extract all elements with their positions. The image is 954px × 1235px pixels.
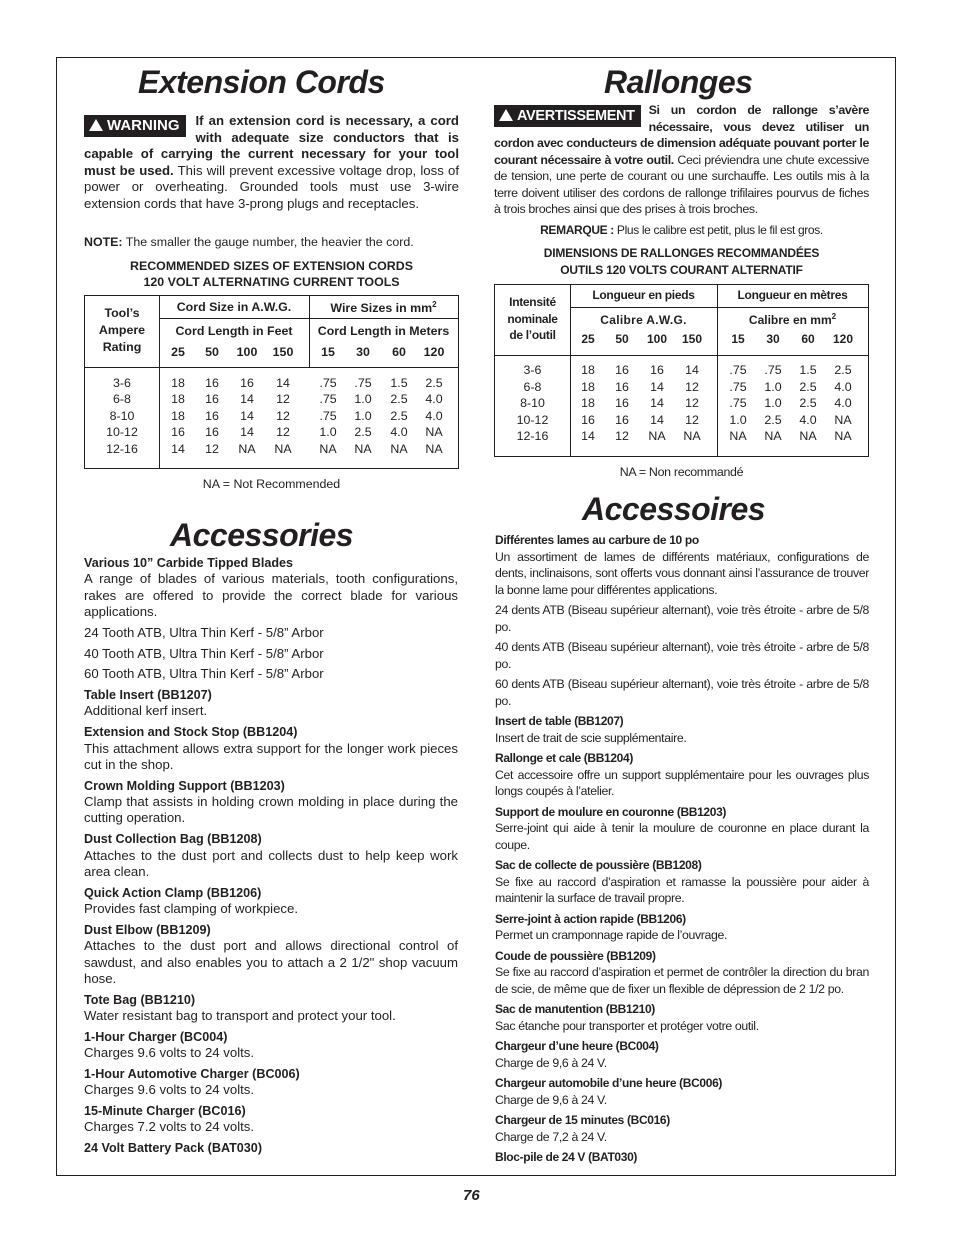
fr-mm-cell: .75 [764,363,782,377]
fr-note [494,222,869,239]
en-awg-cell: 16 [205,376,219,390]
fr-mm-cell: 2.5 [764,412,782,427]
fr-mm-cell: .75 [729,379,747,394]
en-mm-cell: NA [425,441,443,456]
en-col-ampere: Tool’s Ampere Rating [98,306,146,354]
fr-item-heading: Chargeur d’une heure (BC004) [495,1039,659,1054]
en-mm-cell: .75 [354,376,372,390]
fr-len-feet-150: 150 [681,332,703,346]
fr-awg-cell: 16 [650,363,664,377]
fr-mm-cell: 4.0 [834,379,852,394]
fr-mm-cell: .75 [729,363,747,377]
fr-sub-awg: Calibre A.W.G. [600,313,687,327]
fr-mm-cell: 2.5 [834,363,852,377]
en-mm-cell: NA [319,441,337,456]
fr-blade-line: 40 dents ATB (Biseau supérieur alternant), voie très étroite - arbre de 5/8 po. [495,640,869,671]
fr-item-heading: Insert de table (BB1207) [495,714,624,729]
fr-item-text: Insert de trait de scie supplémentaire. [495,730,687,745]
en-blades-heading: Various 10” Carbide Tipped Blades [84,556,294,570]
avertissement-label: AVERTISSEMENT [517,108,635,124]
fr-item-heading: Sac de manutention (BB1210) [495,1002,655,1017]
warning-triangle-icon [499,109,513,121]
fr-blades-text: Un assortiment de lames de différents matériaux, configurations de dents, inclinaisons, sont offerts vous donnant ainsi l’assurance de trouver la bonne lame pour différentes applications. [495,549,869,597]
fr-awg-cell: 16 [581,412,595,427]
fr-item-heading: Bloc-pile de 24 V (BAT030) [495,1150,638,1165]
en-mm-cell: 4.0 [390,425,408,440]
fr-item-text: Permet un cramponnage rapide de l’ouvrage. [495,928,728,943]
fr-awg-cell: 14 [650,412,664,427]
en-blade-line: 24 Tooth ATB, Ultra Thin Kerf - 5/8” Arbor [84,624,324,640]
en-col-mm: Wire Sizes in $mm^2$ [330,300,437,316]
en-note-text: The smaller the gauge number, the heavier the cord. [125,235,414,249]
en-awg-cell: 14 [240,425,254,440]
warning-triangle-icon [89,119,103,131]
fr-amps-cell: 8-10 [520,396,545,411]
fr-mm-cell: 2.5 [799,379,817,394]
fr-warning-paragraph [494,102,869,218]
fr-awg-cell: 18 [581,396,595,411]
en-sub-feet: Cord Length in Feet [175,324,293,338]
en-na-note: NA = Not Recommended [202,477,341,491]
en-mm-cell: .75 [319,376,337,390]
en-amps-cell: 12-16 [106,441,138,456]
en-size-table [84,295,459,469]
fr-item-text: Serre-joint qui aide à tenir la moulure de couronne en place durant la coupe. [495,821,869,852]
fr-sub-mm: Calibre en $mm^2$ [748,312,837,327]
fr-mm-cell: NA [799,429,817,444]
fr-len-m-60: 60 [801,332,815,346]
fr-mm-cell: .75 [729,396,747,411]
en-item-heading: 1-Hour Automotive Charger (BC006) [84,1066,300,1081]
en-item-text: Additional kerf insert. [84,703,208,719]
en-awg-cell: 18 [171,376,185,390]
en-item-text: Clamp that assists in holding crown molding in place during the cutting operation. [84,794,458,826]
en-mm-cell: 2.5 [390,408,408,423]
fr-item-text: Charge de 9,6 à 24 V. [495,1092,607,1107]
fr-size-table [494,284,869,457]
en-len-m-60: 60 [392,345,406,359]
en-warning-bold: If an extension cord is necessary, a cord with adequate size conductors that is capable of carrying the current necessary for your tool must be used. [84,113,459,178]
en-mm-cell: 2.5 [425,376,443,390]
fr-item-text: Se fixe au raccord d’aspiration et permet de contrôler la direction du bran de scie, de même que de fixer un flexible de dépression de 2 1/2 po. [495,965,869,997]
en-blade-line: 40 Tooth ATB, Ultra Thin Kerf - 5/8” Arbor [84,645,324,661]
fr-awg-cell: 14 [650,379,664,394]
fr-item-text: Charge de 9,6 à 24 V. [495,1055,607,1070]
fr-awg-cell: 12 [615,429,629,444]
fr-awg-cell: NA [683,429,701,444]
fr-note-text: Plus le calibre est petit, plus le fil est gros. [616,223,823,237]
en-mm-cell: NA [425,425,443,440]
en-awg-cell: 16 [171,425,185,440]
en-mm-cell: 1.5 [390,376,408,390]
en-awg-cell: 12 [205,441,219,456]
fr-item-heading: Coude de poussière (BB1209) [495,948,656,963]
accessoires-title: Accessoires [582,491,766,527]
fr-item-text: Charge de 7,2 à 24 V. [495,1129,607,1144]
en-mm-cell: 2.5 [390,392,408,407]
en-note [84,234,459,251]
fr-len-feet-100: 100 [646,332,668,346]
en-item-heading: Crown Molding Support (BB1203) [84,778,285,793]
fr-item-text: Cet accessoire offre un support supplémentaire pour les ouvrages plus longs coupés à l’atelier. [495,767,869,799]
en-item-heading: Table Insert (BB1207) [84,688,212,703]
en-awg-cell: 16 [205,392,219,407]
en-amps-cell: 3-6 [113,376,131,390]
en-len-feet-25: 25 [171,345,185,359]
en-len-m-120: 120 [423,345,445,359]
en-len-m-30: 30 [356,345,370,359]
en-item-heading: Tote Bag (BB1210) [84,992,196,1007]
fr-table-title-line1: DIMENSIONS DE RALLONGES RECOMMANDÉES [543,246,820,260]
en-item-text: Provides fast clamping of workpiece. [84,901,299,917]
en-table-title-line2: 120 VOLT ALTERNATING CURRENT TOOLS [143,275,400,289]
en-table-title-line1: RECOMMENDED SIZES OF EXTENSION CORDS [130,259,413,273]
en-col-awg: Cord Size in A.W.G. [176,300,292,314]
en-item-heading: Extension and Stock Stop (BB1204) [84,725,298,740]
fr-amps-cell: 12-16 [516,429,549,444]
en-item-heading: 1-Hour Charger (BC004) [84,1029,228,1044]
fr-awg-cell: 18 [581,363,595,377]
en-item-text: Attaches to the dust port and allows directional control of sawdust, and also enables you to attach a 2 1/2" shop vacuum hose. [84,938,458,987]
fr-len-m-120: 120 [832,332,854,346]
en-awg-cell: 12 [276,392,290,407]
en-mm-cell: 1.0 [319,425,337,440]
fr-awg-cell: 12 [685,396,699,411]
en-mm-cell: NA [390,441,408,456]
en-amps-cell: 6-8 [113,392,131,407]
fr-table-title [494,245,869,278]
fr-warning-text: Ceci préviendra une chute excessive de tension, une perte de courant ou une surchauffe. Les outils mis à la terre doivent utiliser des cordons de rallonge trifilaires pourvus de fiches à trois broches ainsi que des prises à trois broches. [494,152,869,216]
fr-item-heading: Chargeur automobile d’une heure (BC006) [495,1076,723,1091]
fr-col-feet: Longueur en pieds [592,288,695,302]
fr-awg-cell: 16 [615,379,629,394]
en-awg-cell: NA [274,441,292,456]
en-mm-cell: NA [354,441,372,456]
en-mm-cell: 4.0 [425,392,443,407]
fr-item-heading: Serre-joint à action rapide (BB1206) [495,911,686,926]
en-awg-cell: 18 [171,408,185,423]
fr-item-heading: Support de moulure en couronne (BB1203) [495,804,727,819]
en-warning-text: This will prevent excessive voltage drop, loss of power or overheating. Grounded tools must use 3-wire extension cords that have 3-prong plugs and receptacles. [84,162,459,211]
fr-mm-cell: 1.0 [764,379,782,394]
fr-item-heading: Rallonge et cale (BB1204) [495,751,633,766]
en-awg-cell: 16 [205,425,219,440]
fr-acc-flow [495,532,869,1166]
en-len-feet-100: 100 [236,345,258,359]
fr-awg-cell: 12 [685,412,699,427]
en-amps-cell: 8-10 [109,408,135,423]
fr-blade-line: 60 dents ATB (Biseau supérieur alternant), voie très étroite - arbre de 5/8 po. [495,677,869,708]
en-awg-cell: NA [238,441,256,456]
avertissement-badge [494,105,641,127]
warning-label: WARNING [107,117,180,134]
extension-cords-title: Extension Cords [138,64,385,100]
en-mm-cell: .75 [319,408,337,423]
fr-table-title-line2: OUTILS 120 VOLTS COURANT ALTERNATIF [560,262,803,277]
en-awg-cell: 18 [171,392,185,407]
fr-awg-cell: 14 [685,363,699,377]
fr-awg-cell: 14 [581,429,595,444]
fr-awg-cell: 16 [615,363,629,377]
en-item-heading: Dust Elbow (BB1209) [84,922,211,937]
fr-blades-heading: Différentes lames au carbure de 10 po [495,533,699,547]
fr-awg-cell: 16 [615,412,629,427]
en-mm-cell: 4.0 [425,408,443,423]
fr-len-m-15: 15 [731,332,745,346]
fr-awg-cell: 14 [650,396,664,411]
fr-note-label: REMARQUE : [540,223,614,237]
fr-mm-cell: 1.5 [799,363,817,377]
fr-awg-cell: 12 [685,379,699,394]
fr-col-meters: Longueur en mètres [737,288,848,302]
fr-awg-cell: 18 [581,379,595,394]
en-warning-paragraph [84,113,459,212]
en-amps-cell: 10-12 [106,425,138,440]
fr-mm-cell: 4.0 [834,396,852,411]
en-awg-cell: 14 [276,376,290,390]
fr-blade-line: 24 dents ATB (Biseau supérieur alternant), voie très étroite - arbre de 5/8 po. [495,603,869,634]
fr-amps-cell: 3-6 [523,363,542,377]
fr-item-text: Se fixe au raccord d’aspiration et ramasse la poussière pour aider à maintenir la surface de travail propre. [495,874,869,906]
fr-accessories-list [495,532,869,1166]
fr-mm-cell: 2.5 [799,396,817,411]
en-awg-cell: 16 [205,408,219,423]
fr-len-feet-50: 50 [615,332,629,346]
en-item-heading: Quick Action Clamp (BB1206) [84,885,262,900]
fr-item-heading: Chargeur de 15 minutes (BC016) [495,1113,670,1128]
fr-warning-bold: Si un cordon de rallonge s’avère nécessaire, vous devez utiliser un cordon avec conducteurs de dimension adéquate pouvant porter le courant nécessaire à votre outil. [494,103,869,167]
en-accessories-list [84,555,458,1157]
page-number: 76 [463,1187,480,1204]
en-note-label: NOTE: [84,235,123,249]
en-item-text: Charges 7.2 volts to 24 volts. [84,1119,255,1135]
en-len-m-15: 15 [321,345,335,359]
en-item-text: Charges 9.6 volts to 24 volts. [84,1045,255,1061]
en-mm-cell: 1.0 [354,408,372,423]
en-item-heading: 24 Volt Battery Pack (BAT030) [84,1141,263,1156]
en-awg-cell: 14 [171,441,185,456]
en-len-feet-150: 150 [272,345,294,359]
en-sub-meters: Cord Length in Meters [317,324,450,338]
en-awg-cell: 14 [240,408,254,423]
en-awg-cell: 14 [240,392,254,407]
fr-mm-cell: 1.0 [764,396,782,411]
accessories-title: Accessories [170,517,354,553]
fr-na-note: NA = Non recommandé [619,465,744,479]
fr-len-m-30: 30 [766,332,780,346]
fr-mm-cell: NA [834,412,852,427]
en-item-heading: 15-Minute Charger (BC016) [84,1104,246,1119]
rallonges-title: Rallonges [604,64,753,100]
en-awg-cell: 16 [240,376,254,390]
en-blade-line: 60 Tooth ATB, Ultra Thin Kerf - 5/8” Arbor [84,666,324,682]
fr-item-heading: Sac de collecte de poussière (BB1208) [495,858,702,873]
en-mm-cell: 1.0 [354,392,372,407]
fr-len-feet-25: 25 [581,332,595,346]
en-item-heading: Dust Collection Bag (BB1208) [84,832,262,847]
en-awg-cell: 12 [276,425,290,440]
en-mm-cell: 2.5 [354,425,372,440]
fr-amps-cell: 6-8 [523,379,542,394]
fr-item-text: Sac étanche pour transporter et protéger votre outil. [495,1019,759,1033]
en-table-title [84,258,459,290]
en-len-feet-50: 50 [205,345,219,359]
warning-badge [84,115,186,137]
en-item-text: Attaches to the dust port and collects dust to help keep work area clean. [84,847,458,879]
en-awg-cell: 12 [276,408,290,423]
fr-awg-cell: 16 [615,396,629,411]
fr-mm-cell: NA [729,429,747,444]
fr-mm-cell: 4.0 [799,412,817,427]
en-item-text: This attachment allows extra support for the longer work pieces cut in the shop. [84,740,458,772]
en-item-text: Water resistant bag to transport and protect your tool. [84,1008,396,1024]
fr-mm-cell: 1.0 [729,412,747,427]
fr-amps-cell: 10-12 [516,412,549,427]
fr-mm-cell: NA [764,429,782,444]
en-blades-text: A range of blades of various materials, tooth configurations, rakes are offered to provide the correct blade for various applications. [84,571,458,620]
fr-mm-cell: NA [834,429,852,444]
en-acc-flow [84,555,458,1157]
fr-col-intensite: Intensité nominale de l’outil [507,295,558,342]
en-item-text: Charges 9.6 volts to 24 volts. [84,1082,255,1098]
en-mm-cell: .75 [319,392,337,407]
fr-awg-cell: NA [648,429,666,444]
